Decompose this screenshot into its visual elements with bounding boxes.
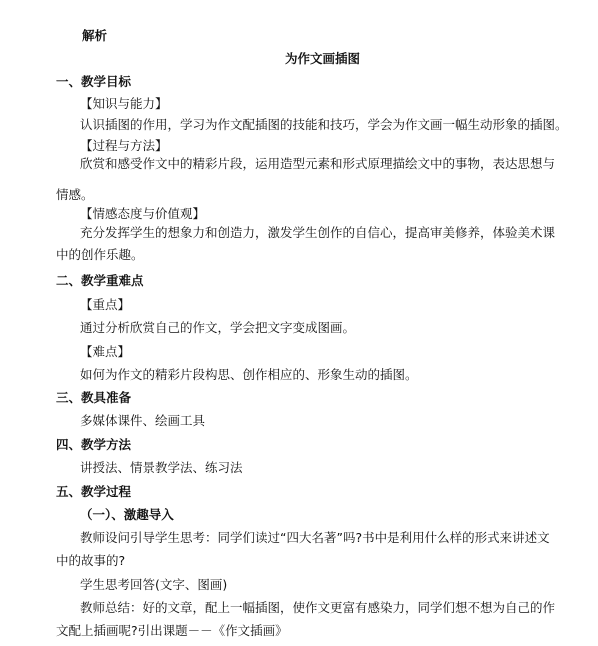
paragraph: 中的故事的? xyxy=(56,553,126,568)
paragraph: 情感。 xyxy=(56,187,94,202)
subheading-attitude: 【情感态度与价值观】 xyxy=(80,206,206,221)
paragraph: 教师设问引导学生思考：同学们读过“四大名著”吗?书中是利用什么样的形式来讲述文 xyxy=(80,530,550,545)
paragraph: 文配上插画呢?引出课题－－《作文插画》 xyxy=(56,623,288,638)
paragraph: 讲授法、情景教学法、练习法 xyxy=(80,460,243,475)
paragraph: 中的创作乐趣。 xyxy=(56,247,144,262)
paragraph: 通过分析欣赏自己的作文，学会把文字变成图画。 xyxy=(80,320,356,335)
section-heading-methods: 四、教学方法 xyxy=(56,437,132,452)
subheading-difficulty: 【难点】 xyxy=(80,344,131,359)
section-heading-objectives: 一、教学目标 xyxy=(56,74,132,89)
paragraph: 学生思考回答(文字、图画) xyxy=(80,577,228,592)
paragraph: 充分发挥学生的想象力和创造力，激发学生创作的自信心，提高审美修养，体验美术课 xyxy=(80,225,556,240)
paragraph: 欣赏和感受作文中的精彩片段，运用造型元素和形式原理描绘文中的事物，表达思想与 xyxy=(80,156,556,171)
document-title: 为作文画插图 xyxy=(285,51,361,66)
section-heading-materials: 三、教具准备 xyxy=(56,390,132,405)
subheading-focus: 【重点】 xyxy=(80,297,131,312)
paragraph: 教师总结：好的文章，配上一幅插图，使作文更富有感染力，同学们想不想为自己的作 xyxy=(80,600,556,615)
section-heading-key-points: 二、教学重难点 xyxy=(56,273,144,288)
subheading-process: 【过程与方法】 xyxy=(80,138,168,153)
paragraph: 认识插图的作用，学习为作文配插图的技能和技巧，学会为作文画一幅生动形象的插图。 xyxy=(80,117,568,132)
paragraph: 如何为作文的精彩片段构思、创作相应的、形象生动的插图。 xyxy=(80,367,418,382)
section-heading-procedure: 五、教学过程 xyxy=(56,484,132,499)
subheading-knowledge: 【知识与能力】 xyxy=(80,96,168,111)
subsection-heading-intro: （一）、激趣导入 xyxy=(80,507,174,522)
paragraph: 多媒体课件、绘画工具 xyxy=(80,413,206,428)
header-label: 解析 xyxy=(82,28,108,43)
